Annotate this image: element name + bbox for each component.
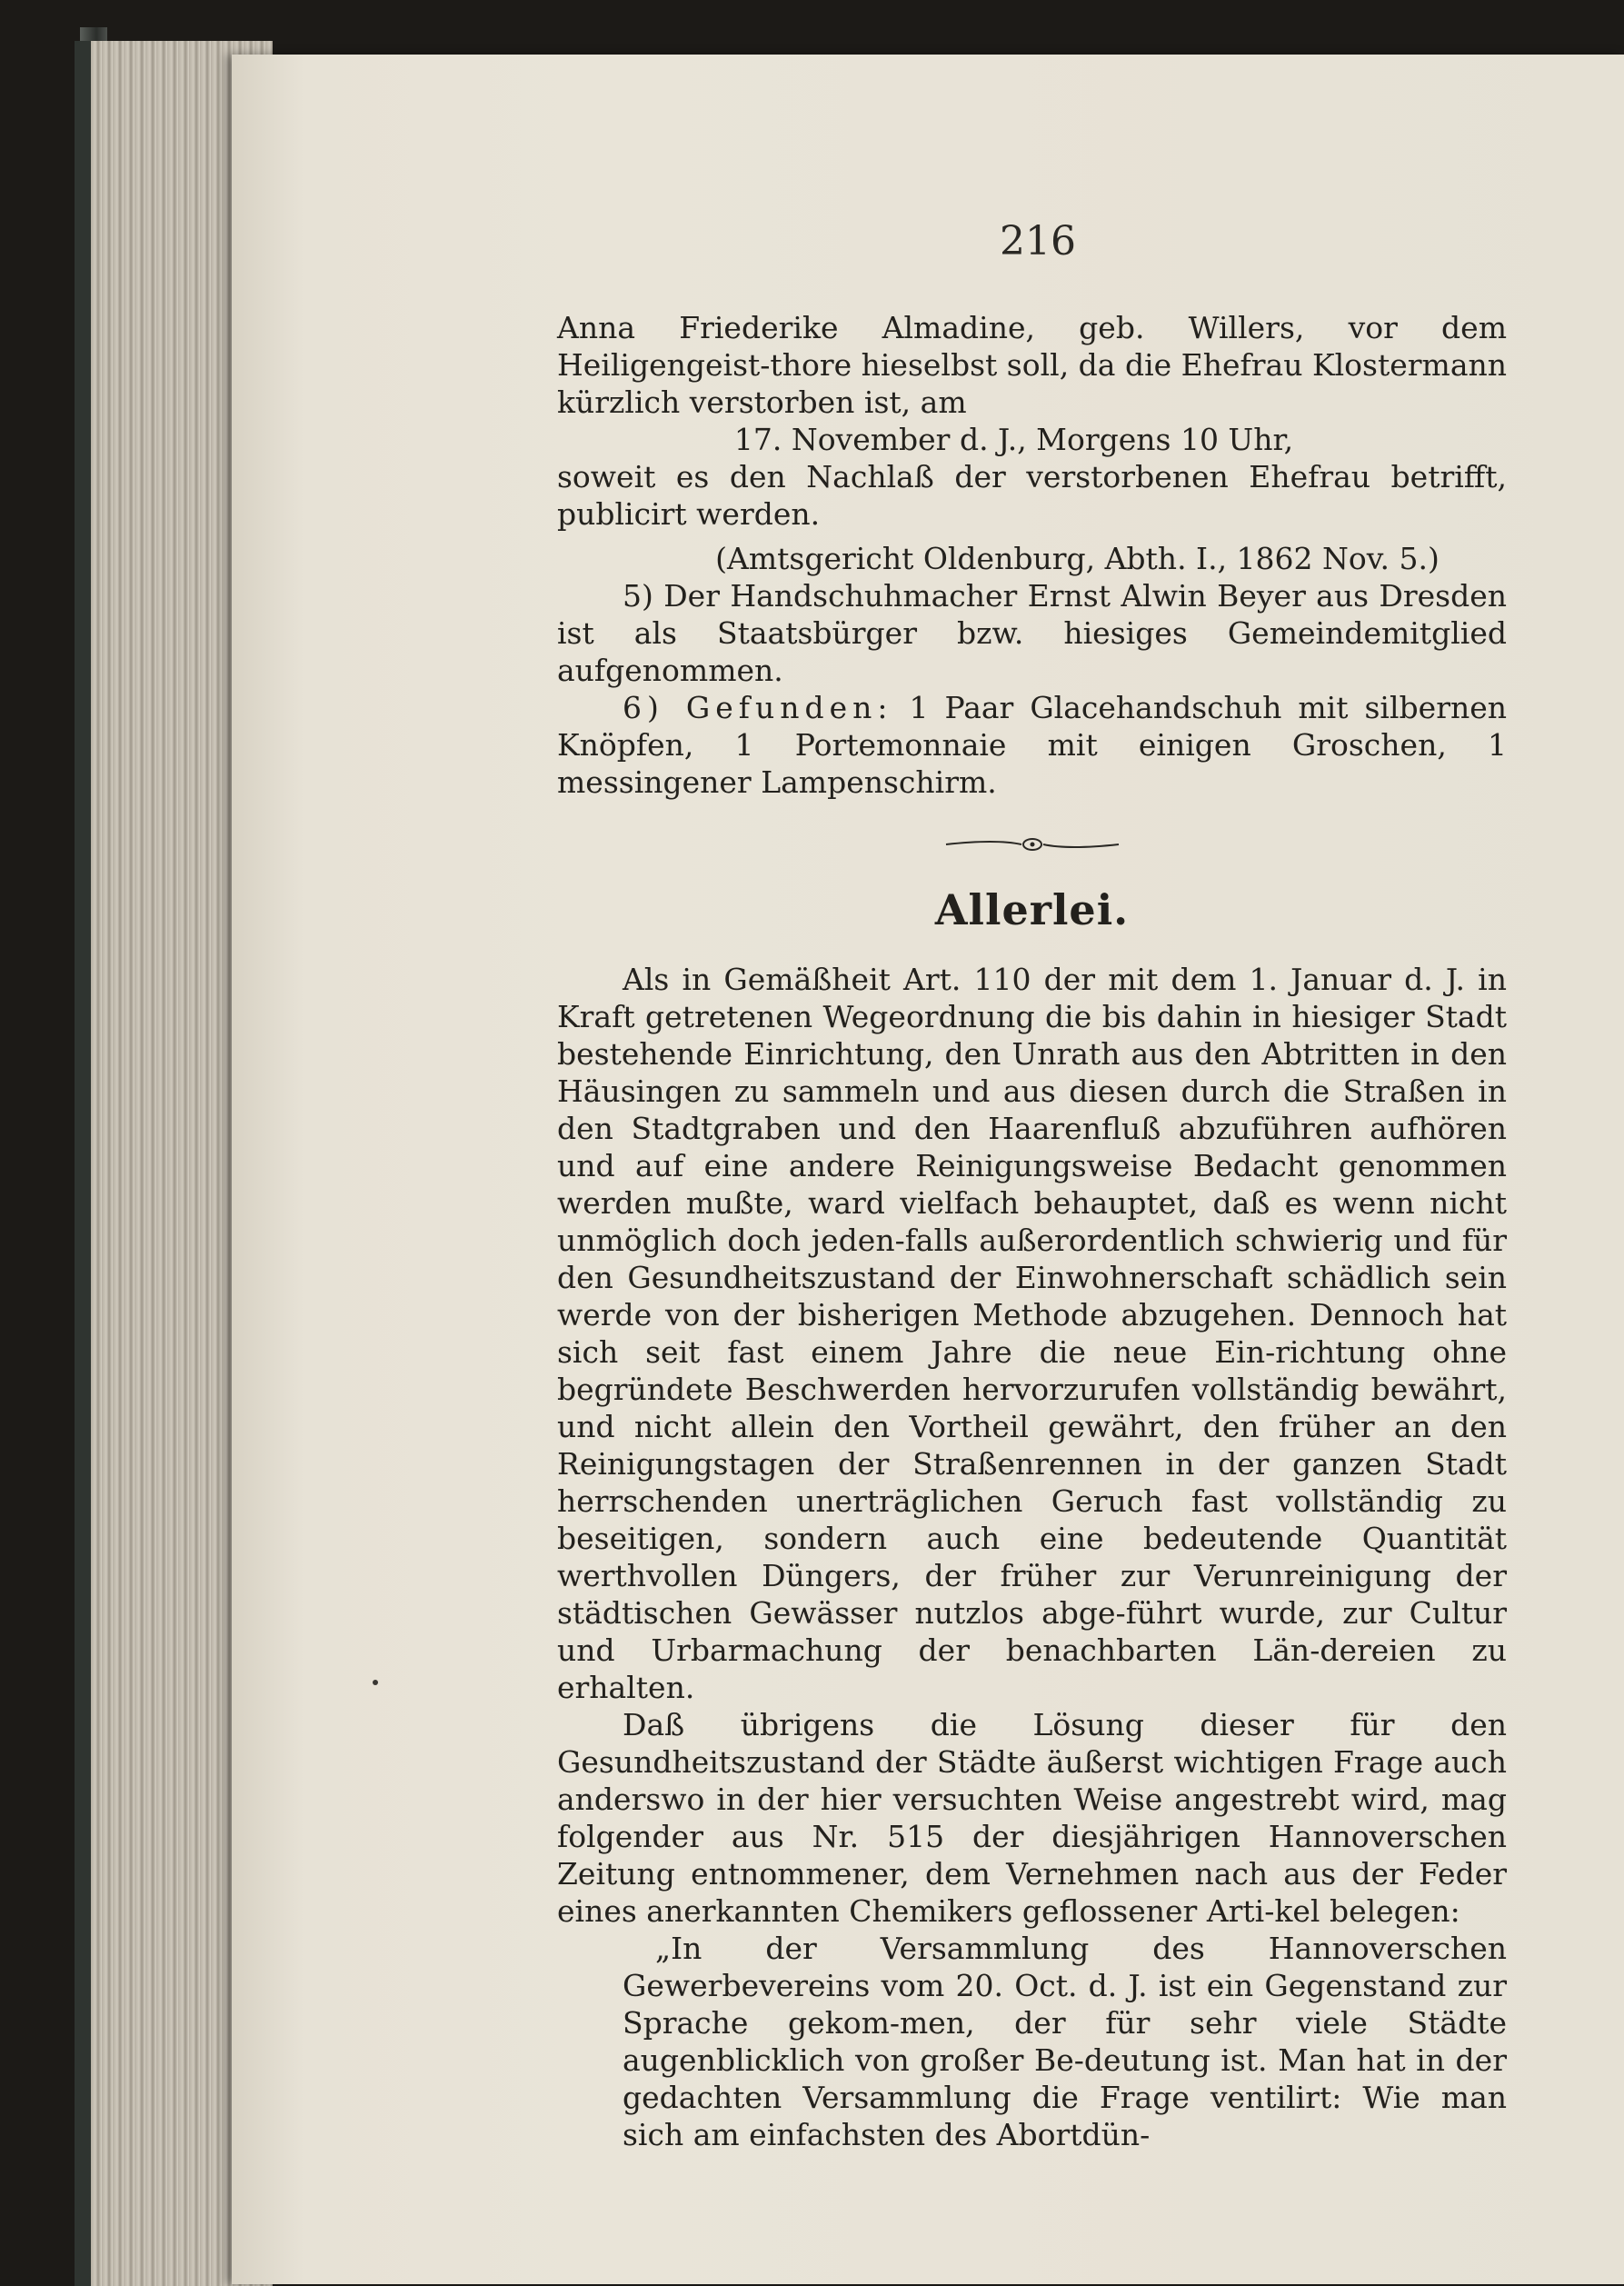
item-6 (557, 689, 1507, 801)
notice-continuation: Anna Friederike Almadine, geb. Willers, vor dem Heiligengeist-thore hieselbst soll, da die Ehefrau Klostermann kürzlich verstorben ist, am (557, 310, 1507, 420)
paragraph-2: Daß übrigens die Lösung dieser für den Gesundheitszustand der Städte äußerst wichtigen Frage auch anderswo in der hier versuchten Weise angestrebt wird, mag folgender aus Nr. 515 der diesjährigen Hannoverschen Zeitung entnommener, dem Vernehmen nach aus der Feder eines anerkannten Chemikers geflossener Arti-kel belegen: (557, 1707, 1507, 1929)
ornament-divider-icon (942, 834, 1123, 855)
notice-end: soweit es den Nachlaß der verstorbenen Ehefrau betrifft, publicirt werden. (557, 459, 1507, 532)
quotation: „In der Versammlung des Hannoverschen Gewerbevereins vom 20. Oct. d. J. ist ein Gegenstand zur Sprache gekom-men, der für sehr viele Städte augenblicklich von großer Be-deutung ist. Man hat in der gedachten Versammlung die Frage ventilirt: Wie man sich am einfachsten des Abortdün- (623, 1931, 1507, 2152)
paragraph-1: Als in Gemäßheit Art. 110 der mit dem 1. Januar d. J. in Kraft getretenen Wegeordnung die bis dahin in hiesiger Stadt bestehende Einrichtung, den Unrath aus den Abtritten in den Häusingen zu sammeln und aus diesen durch die Straßen in den Stadtgraben und den Haarenfluß abzuführen aufhören und auf eine andere Reinigungsweise Bedacht genommen werden mußte, ward vielfach behauptet, daß es wenn nicht unmöglich doch jeden-falls außerordentlich schwierig und für den Gesundheitszustand der Einwohnerschaft schädlich sein werde von der bisherigen Methode abzugehen. Dennoch hat sich seit fast einem Jahre die neue Ein-richtung ohne begründete Beschwerden hervorzurufen vollständig bewährt, und nicht allein den Vortheil gewährt, den früher an den Reinigungstagen der Straßenrennen in der ganzen Stadt herrschenden unerträglichen Geruch fast vollständig zu beseitigen, sondern auch eine bedeutende Quantität werthvollen Düngers, der früher zur Verunreinigung der städtischen Gewässer nutzlos abge-führt wurde, zur Cultur und Urbarmachung der benachbarten Län-dereien zu erhalten. (557, 962, 1507, 1705)
item-6-text: 1 Paar Glacehandschuh mit silbernen Knöpfen, 1 Portemonnaie mit einigen Groschen, 1 messingener Lampenschirm. (557, 690, 1507, 800)
page-number: 216 (1000, 218, 1076, 265)
notice-date: 17. November d. J., Morgens 10 Uhr, (733, 422, 1294, 457)
page-text (557, 309, 1507, 2153)
item-6-label: 6) Gefunden: (623, 690, 893, 725)
item-5: 5) Der Handschuhmacher Ernst Alwin Beyer aus Dresden ist als Staatsbürger bzw. hiesiges Gemeindemitglied aufgenommen. (557, 578, 1507, 688)
notice-source: (Amtsgericht Oldenburg, Abth. I., 1862 Nov. 5.) (715, 541, 1440, 576)
margin-mark (373, 1680, 378, 1685)
section-heading: Allerlei. (934, 885, 1130, 934)
